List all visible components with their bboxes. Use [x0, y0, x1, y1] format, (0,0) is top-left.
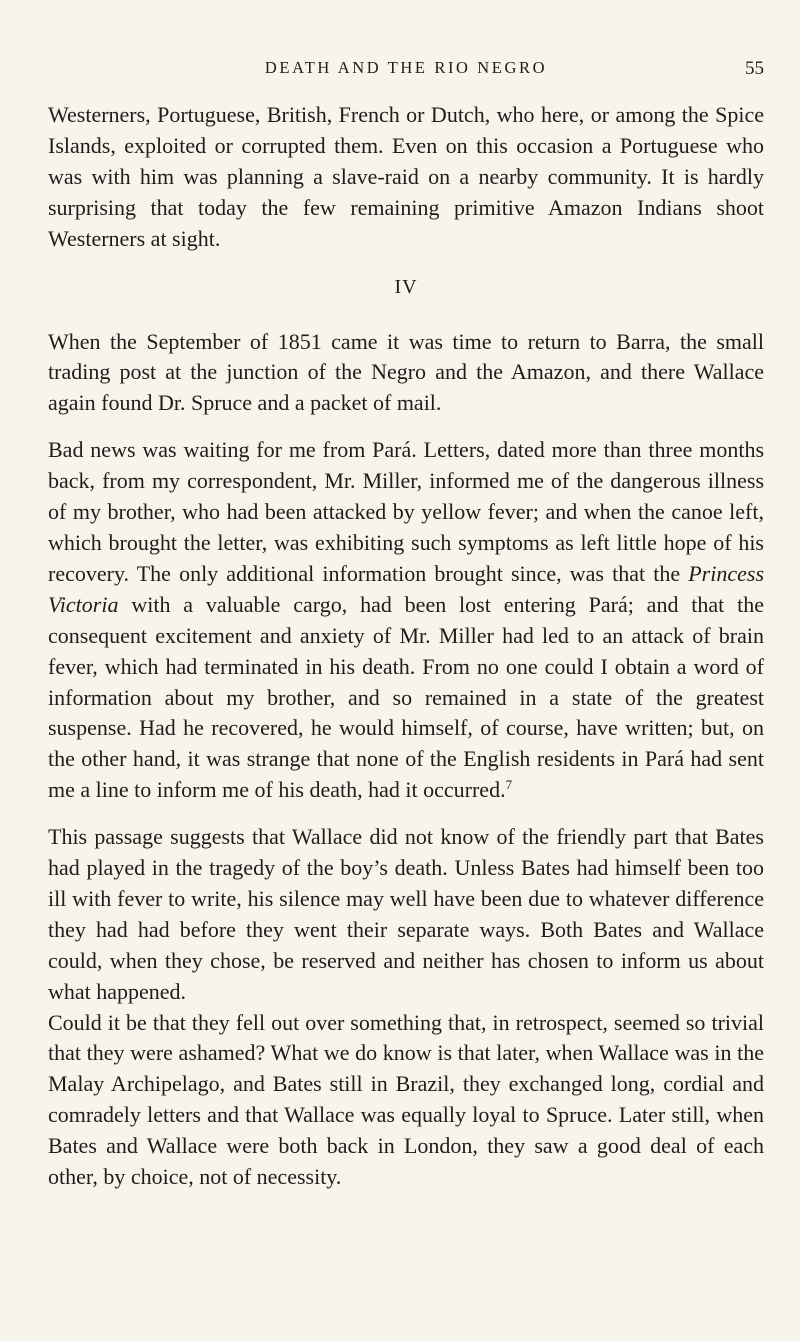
page-number: 55 — [745, 58, 764, 79]
book-page — [48, 58, 764, 1193]
block-quote-bad-news — [48, 435, 764, 806]
paragraph-could-it-be: Could it be that they fell out over something that, in retrospect, seemed so trivial that they were ashamed? What we do know is that later, when Wallace was in the Malay Archipelago, and Bates still in Brazil, they exchanged long, cordial and comradely letters and that Wallace was equally loyal to Spruce. Later still, when Bates and Wallace were both back in London, they saw a good deal of each other, by choice, not of necessity. — [48, 1009, 764, 1190]
quote-text-end: with a valuable cargo, had been lost entering Pará; and that the consequent excitement and anxiety of Mr. Miller had led to an attack of brain fever, which had terminated in his death. From no one could I obtain a word of information about my brother, and so remained in a state of the greatest suspense. Had he recovered, he would himself, of course, have written; but, on the other hand, it was strange that none of the English residents in Pará had sent me a line to inform me of his death, had it occurred. — [48, 591, 764, 803]
running-head: DEATH AND THE RIO NEGRO — [264, 58, 548, 77]
paragraph-this-passage: This passage suggests that Wallace did not know of the friendly part that Bates had played in the tragedy of the boy’s death. Unless Bates had himself been too ill with fever to write, his silence may well have been due to whatever difference they had had before they went their separate ways. Both Bates and Wallace could, when they chose, be reserved and neither has chosen to inform us about what happened. — [48, 824, 764, 1004]
section-number: IV — [394, 275, 418, 298]
footnote-reference: 7 — [505, 777, 513, 793]
paragraph-september-1851: When the September of 1851 came it was time to return to Barra, the small trading post at the junction of the Negro and the Amazon, and there Wallace again found Dr. Spruce and a packet of mail. — [48, 328, 764, 416]
paragraph-westerners: Westerners, Portuguese, British, French or Dutch, who here, or among the Spice Islands, exploited or corrupted them. Even on this occasion a Portuguese who was with him was planning a slave-raid on a nearby community. It is hardly surprising that today the few remaining primitive Amazon Indians shoot Westerners at sight. — [48, 102, 764, 251]
quote-text-start: Bad news was waiting for me from Pará. Letters, dated more than three months back, from my correspondent, Mr. Miller, informed me of the dangerous illness of my brother, who had been attacked by yellow fever; and when the canoe left, which brought the letter, was exhibiting such symptoms as left little hope of his recovery. The only additional information brought since, was that the — [48, 437, 764, 586]
page-header — [48, 58, 764, 86]
ship-name: Princess Victoria — [48, 560, 764, 617]
